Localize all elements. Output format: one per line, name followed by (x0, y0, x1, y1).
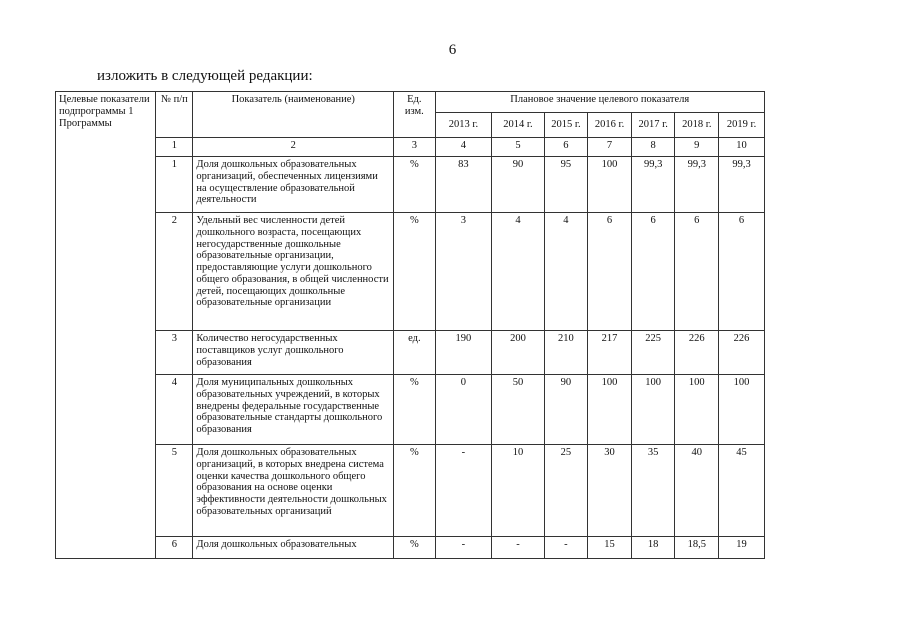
header-year: 2017 г. (631, 113, 675, 138)
value-cell: 18 (631, 537, 675, 559)
value-cell: 210 (544, 331, 588, 375)
column-number: 2 (193, 138, 394, 157)
value-cell: 99,3 (719, 157, 765, 213)
table-row (56, 331, 765, 375)
column-number: 6 (544, 138, 588, 157)
column-number: 3 (394, 138, 435, 157)
header-unit: Ед. изм. (394, 92, 435, 138)
target-indicators-table (55, 91, 765, 559)
header-year: 2013 г. (435, 113, 492, 138)
value-cell: 190 (435, 331, 492, 375)
value-cell: 100 (588, 157, 632, 213)
value-cell: 100 (588, 375, 632, 445)
value-cell: 45 (719, 445, 765, 537)
value-cell: 90 (492, 157, 544, 213)
page-number: 6 (448, 42, 457, 58)
section-label: Целевые показатели подпрограммы 1 Программы (56, 92, 156, 559)
value-cell: 95 (544, 157, 588, 213)
row-number: 6 (156, 537, 193, 559)
value-cell: 35 (631, 445, 675, 537)
value-cell: 6 (631, 213, 675, 331)
header-indicator: Показатель (наименование) (193, 92, 394, 138)
value-cell: 50 (492, 375, 544, 445)
table-row (56, 445, 765, 537)
header-year: 2016 г. (588, 113, 632, 138)
column-number: 8 (631, 138, 675, 157)
value-cell: 100 (719, 375, 765, 445)
value-cell: 30 (588, 445, 632, 537)
table-row (56, 157, 765, 213)
value-cell: 200 (492, 331, 544, 375)
value-cell: 99,3 (631, 157, 675, 213)
value-cell: 225 (631, 331, 675, 375)
row-number: 5 (156, 445, 193, 537)
unit: % (394, 445, 435, 537)
header-num: № п/п (156, 92, 193, 138)
row-number: 3 (156, 331, 193, 375)
value-cell: - (435, 445, 492, 537)
column-number-row (56, 138, 765, 157)
header-year: 2014 г. (492, 113, 544, 138)
unit: % (394, 157, 435, 213)
intro-text: изложить в следующей редакции: (97, 68, 313, 84)
value-cell: 100 (631, 375, 675, 445)
value-cell: 6 (675, 213, 719, 331)
value-cell: 226 (675, 331, 719, 375)
value-cell: 18,5 (675, 537, 719, 559)
value-cell: 100 (675, 375, 719, 445)
indicator-name: Доля дошкольных образовательных организаций, в которых внедрена система оценки качества дошкольного общего образования на основе оценки эффективности деятельности дошкольных образовательных организаций (193, 445, 394, 537)
value-cell: - (435, 537, 492, 559)
header-row-1 (56, 92, 765, 113)
indicator-name: Доля дошкольных образовательных организаций, обеспеченных лицензиями на осуществление образовательной деятельности (193, 157, 394, 213)
value-cell: 6 (588, 213, 632, 331)
indicator-name: Доля дошкольных образовательных (193, 537, 394, 559)
value-cell: 83 (435, 157, 492, 213)
column-number: 7 (588, 138, 632, 157)
column-number: 1 (156, 138, 193, 157)
value-cell: 25 (544, 445, 588, 537)
unit: % (394, 537, 435, 559)
value-cell: - (544, 537, 588, 559)
value-cell: - (492, 537, 544, 559)
table-row (56, 213, 765, 331)
header-planned: Плановое значение целевого показателя (435, 92, 764, 113)
table-row (56, 537, 765, 559)
unit: % (394, 213, 435, 331)
column-number: 9 (675, 138, 719, 157)
value-cell: 90 (544, 375, 588, 445)
column-number: 10 (719, 138, 765, 157)
value-cell: 4 (492, 213, 544, 331)
header-year: 2018 г. (675, 113, 719, 138)
header-year: 2019 г. (719, 113, 765, 138)
value-cell: 6 (719, 213, 765, 331)
header-year: 2015 г. (544, 113, 588, 138)
value-cell: 99,3 (675, 157, 719, 213)
row-number: 1 (156, 157, 193, 213)
value-cell: 3 (435, 213, 492, 331)
value-cell: 40 (675, 445, 719, 537)
column-number: 4 (435, 138, 492, 157)
value-cell: 0 (435, 375, 492, 445)
unit: % (394, 375, 435, 445)
value-cell: 4 (544, 213, 588, 331)
value-cell: 217 (588, 331, 632, 375)
row-number: 2 (156, 213, 193, 331)
value-cell: 10 (492, 445, 544, 537)
column-number: 5 (492, 138, 544, 157)
indicator-name: Количество негосударственных поставщиков услуг дошкольного образования (193, 331, 394, 375)
value-cell: 226 (719, 331, 765, 375)
row-number: 4 (156, 375, 193, 445)
value-cell: 15 (588, 537, 632, 559)
table-row (56, 375, 765, 445)
unit: ед. (394, 331, 435, 375)
indicator-name: Доля муниципальных дошкольных образовательных учреждений, в которых внедрены федеральные государственные образовательные стандарты дошкольного образования (193, 375, 394, 445)
indicator-name: Удельный вес численности детей дошкольного возраста, посещающих негосударственные дошкольные образовательные организации, предоставляющие услуги дошкольного общего образования, в общей численности детей, посещающих дошкольные образовательные организации (193, 213, 394, 331)
value-cell: 19 (719, 537, 765, 559)
